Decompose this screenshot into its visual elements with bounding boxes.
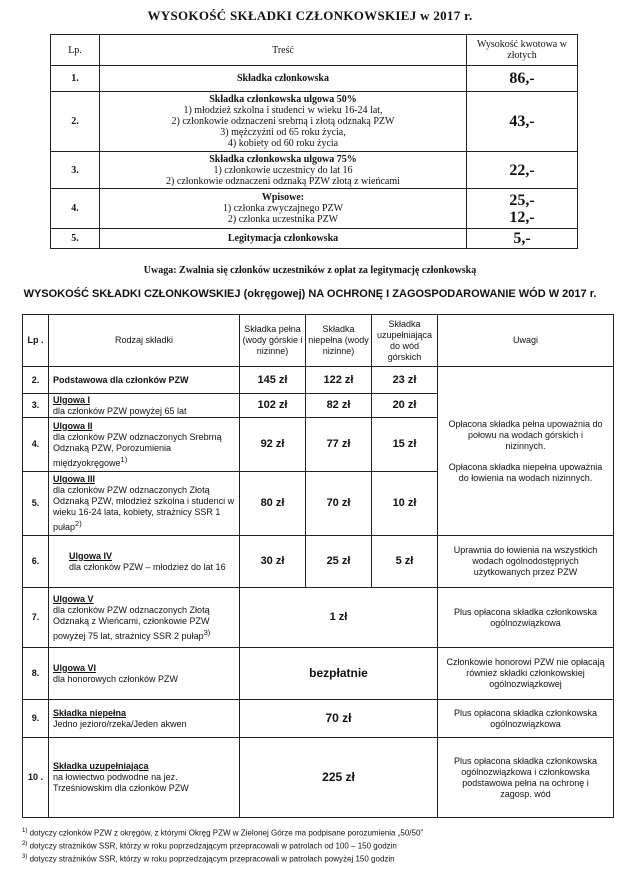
row-desc: dla członków PZW odznaczonych Złotą Odznaką PZW, młodzież szkolna i studenci w wieku 16-24 lata, kobiety, strażnicy SSR 1 pułap	[53, 485, 235, 532]
row-content	[49, 472, 240, 536]
footnote	[22, 828, 423, 838]
row-title: Ulgowa IV	[69, 550, 113, 561]
header-uzup: Składka uzupełniająca do wód górskich	[372, 315, 438, 367]
row-desc: dla członków PZW – młodzież do lat 16	[69, 561, 226, 572]
table2-row	[23, 588, 614, 648]
row-title: Ulgowa II	[53, 420, 93, 431]
row-desc: dla członków PZW odznaczonych Srebrną Odznaką PZW, Porozumienia międzyokręgowe	[53, 431, 222, 468]
row-line: 2) członka uczestnika PZW	[227, 214, 339, 225]
uwagi-cell: Uprawnia do łowienia na wszystkich wodach ogólnodostępnych użytkowanych przez PZW	[438, 536, 614, 588]
row-line: 2) członkowie odznaczeni odznaką PZW złotą z wieńcami	[166, 175, 400, 187]
row-title: Ulgowa III	[53, 474, 96, 484]
header-rodzaj: Rodzaj składki	[49, 315, 240, 367]
row-amount: 22,-	[467, 152, 578, 189]
footnote-text: dotyczy członków PZW z okręgów, z którymi Okręg PZW w Zielonej Górze ma podpisane porozumienia „50/50”	[29, 828, 424, 838]
row-lp: 1.	[51, 66, 100, 92]
row-desc: dla członków PZW powyżej 65 lat	[53, 405, 187, 416]
row-content	[49, 418, 240, 472]
row-niepelna: 122 zł	[306, 367, 372, 394]
table1-row	[51, 92, 578, 152]
row-amount: 25,-	[509, 191, 535, 209]
row-uzup: 15 zł	[372, 418, 438, 472]
row-name: Składka członkowska	[100, 66, 467, 92]
row-lp: 4.	[51, 189, 100, 229]
footnote-text: dotyczy strażników SSR, którzy w roku poprzedzającym przepracowali w patrolach od 100 – 150 godzin	[29, 841, 397, 851]
table2-row	[23, 648, 614, 700]
table1-row	[51, 189, 578, 229]
table1-row	[51, 66, 578, 92]
table1-row	[51, 229, 578, 249]
row-line: 4) kobiety od 60 roku życia	[227, 138, 339, 149]
row-uzup: 20 zł	[372, 394, 438, 418]
row-amount: 12,-	[509, 208, 535, 226]
row-name: Wpisowe:	[261, 192, 305, 203]
row-content	[49, 588, 240, 648]
row-pelna: 102 zł	[240, 394, 306, 418]
row-title: Składka uzupełniająca	[53, 761, 149, 771]
header-amount: Wysokość kwotowa w złotych	[467, 35, 578, 66]
row-lp: 5.	[51, 229, 100, 249]
table1-title: WYSOKOŚĆ SKŁADKI CZŁONKOWSKIEJ w 2017 r.	[147, 8, 473, 23]
row-name: Legitymacja członkowska	[100, 229, 467, 249]
row-lp: 3.	[51, 152, 100, 189]
row-line: 2) członkowie odznaczeni srebrną i złotą odznaką PZW	[171, 116, 395, 127]
row-line: 1) członkowie uczestnicy do lat 16	[213, 164, 353, 176]
row-name: Składka członkowska ulgowa 50%	[209, 94, 357, 105]
row-niepelna: 77 zł	[306, 418, 372, 472]
row-content	[49, 700, 240, 738]
row-pelna: 92 zł	[240, 418, 306, 472]
water-fee-table	[22, 314, 614, 818]
table2-row	[23, 367, 614, 394]
table2-title: WYSOKOŚĆ SKŁADKI CZŁONKOWSKIEJ (okręgowej) NA OCHRONĘ I ZAGOSPODAROWANIE WÓD W 2017 r.	[23, 288, 597, 300]
footnote	[22, 841, 397, 851]
row-lp: 9.	[23, 700, 49, 738]
row-pelna: 30 zł	[240, 536, 306, 588]
table2-row	[23, 738, 614, 818]
row-title: Składka niepełna	[53, 707, 127, 718]
row-line: 3) mężczyźni od 65 roku życia,	[220, 127, 346, 138]
row-merged-value: 70 zł	[240, 700, 438, 738]
header-niepelna: Składka niepełna (wody nizinne)	[306, 315, 372, 367]
footnote-mark: 1)	[22, 828, 28, 834]
row-desc: na łowiectwo podwodne na jez. Trześniowskim dla członków PZW	[53, 772, 189, 793]
row-lp: 5.	[23, 472, 49, 536]
uwagi-cell: Plus opłacona składka członkowska ogólnozwiązkowa	[438, 700, 614, 738]
row-content	[49, 738, 240, 818]
footnote-text: dotyczy strażników SSR, którzy w roku poprzedzającym przepracowali w patrolach powyżej 150 godzin	[29, 854, 395, 864]
footnote-mark: 2)	[22, 841, 28, 847]
row-merged-value: bezpłatnie	[240, 648, 438, 700]
row-desc: Jedno jezioro/rzeka/Jeden akwen	[53, 718, 187, 729]
row-lp: 3.	[23, 394, 49, 418]
row-niepelna: 82 zł	[306, 394, 372, 418]
row-content	[49, 536, 240, 588]
uwagi-cell: Plus opłacona składka członkowska ogólnozwiązkowa	[438, 588, 614, 648]
row-desc: dla członków PZW odznaczonych Złotą Odznaką z Wieńcami, członkowie PZW powyżej 75 lat, strażnicy SSR 2 pułap	[53, 604, 210, 641]
row-pelna: 80 zł	[240, 472, 306, 536]
row-lp: 2.	[23, 367, 49, 394]
row-uzup: 5 zł	[372, 536, 438, 588]
row-title: Ulgowa I	[53, 394, 91, 405]
row-sup: 2)	[75, 519, 82, 528]
row-amount: 5,-	[467, 229, 578, 249]
row-niepelna: 70 zł	[306, 472, 372, 536]
row-uzup: 10 zł	[372, 472, 438, 536]
uwagi-text: Opłacona składka pełna upoważnia do połowu na wodach górskich i nizinnych.	[448, 418, 603, 451]
row-amount: 86,-	[467, 66, 578, 92]
row-title: Podstawowa dla członków PZW	[49, 367, 240, 394]
table2-row	[23, 700, 614, 738]
row-content	[100, 152, 467, 189]
row-content	[100, 92, 467, 152]
membership-fee-table	[50, 34, 578, 249]
footnote-mark: 3)	[22, 854, 28, 860]
row-niepelna: 25 zł	[306, 536, 372, 588]
uwagi-cell	[438, 367, 614, 536]
row-content	[49, 394, 240, 418]
uwagi-cell: Członkowie honorowi PZW nie opłacają również składki członkowskiej ogólnozwiązkowej	[438, 648, 614, 700]
row-sup: 1)	[120, 454, 128, 464]
row-content	[49, 648, 240, 700]
table2-header	[23, 315, 614, 367]
row-uzup: 23 zł	[372, 367, 438, 394]
row-merged-value: 1 zł	[240, 588, 438, 648]
row-lp: 8.	[23, 648, 49, 700]
row-content	[100, 189, 467, 229]
footnote	[22, 854, 395, 864]
row-line: 1) młodzież szkolna i studenci w wieku 16-24 lat,	[183, 105, 383, 116]
header-tresc: Treść	[100, 35, 467, 66]
header-lp: Lp.	[51, 35, 100, 66]
row-line: 1) członka zwyczajnego PZW	[222, 203, 344, 214]
row-merged-value: 225 zł	[240, 738, 438, 818]
row-desc: dla honorowych członków PZW	[53, 673, 179, 684]
row-title: Ulgowa V	[53, 593, 94, 604]
row-lp: 2.	[51, 92, 100, 152]
row-title: Ulgowa VI	[53, 662, 97, 673]
table1-row	[51, 152, 578, 189]
row-lp: 10 .	[23, 738, 49, 818]
header-uwagi: Uwagi	[438, 315, 614, 367]
row-lp: 6.	[23, 536, 49, 588]
header-pelna: Składka pełna (wody górskie i nizinne)	[240, 315, 306, 367]
header-lp: Lp .	[23, 315, 49, 367]
table2-row	[23, 536, 614, 588]
row-sup: 3)	[203, 627, 211, 637]
row-amount: 43,-	[467, 92, 578, 152]
table1-header	[51, 35, 578, 66]
table1-note: Uwaga: Zwalnia się członków uczestników z opłat za legitymację członkowską	[143, 265, 477, 276]
uwagi-cell: Plus opłacona składka członkowska ogólnozwiązkowa i członkowska podstawowa pełna na ochronę i zagosp. wód	[438, 738, 614, 818]
row-lp: 4.	[23, 418, 49, 472]
row-amounts	[467, 189, 578, 229]
row-pelna: 145 zł	[240, 367, 306, 394]
uwagi-text: Opłacona składka niepełna upoważnia do łowienia na wodach nizinnych.	[448, 461, 603, 483]
row-name: Składka członkowska ulgowa 75%	[209, 153, 357, 165]
row-lp: 7.	[23, 588, 49, 648]
